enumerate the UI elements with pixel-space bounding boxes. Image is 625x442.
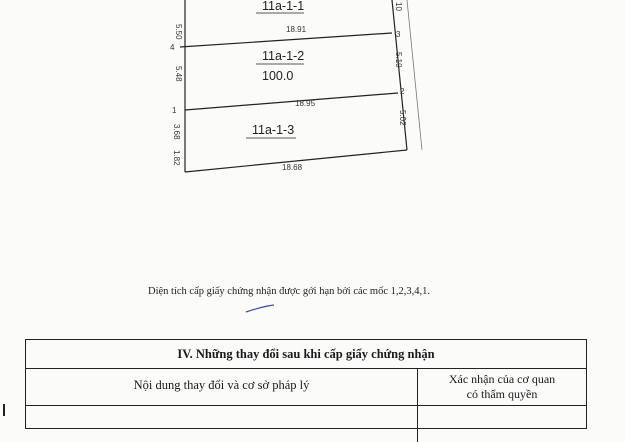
dim-edge-1-2: 18.95	[295, 99, 316, 108]
changes-section-table	[25, 339, 587, 429]
marker-3: 3	[396, 30, 401, 39]
dim-right-lower: 5.02	[398, 110, 407, 126]
lot-area-11a-1-2: 100.0	[262, 69, 294, 83]
confirmation-line-1: Xác nhận của cơ quan	[448, 372, 556, 386]
column-header-confirmation	[418, 369, 586, 405]
edge-1-2	[185, 93, 398, 110]
dim-edge-4-3: 18.91	[286, 25, 307, 34]
lot-id-11a-1-2: 11a-1-2	[262, 49, 305, 63]
right-boundary-line	[392, 0, 407, 150]
dim-right-3-2: 5.10	[394, 52, 403, 68]
pen-stroke-mark	[246, 305, 274, 312]
dim-bottom-edge: 18.68	[282, 163, 303, 172]
confirmation-line-2: có thẩm quyền	[466, 387, 538, 401]
edge-4-3	[180, 33, 392, 47]
marker-2: 2	[400, 87, 405, 96]
area-caption: Diện tích cấp giấy chứng nhận được gới hạn bởi các mốc 1,2,3,4,1.	[148, 286, 431, 297]
section-title: IV. Những thay đổi sau khi cấp giấy chứng nhận	[26, 340, 586, 369]
page-edge-mark	[3, 404, 5, 416]
dim-left-4-1: 5.48	[174, 66, 183, 82]
dim-top-left-side: 5.50	[174, 24, 183, 40]
dim-top-right-side: 10	[394, 2, 403, 11]
lot-id-11a-1-1: 11a-1-1	[262, 0, 305, 13]
outer-road-line	[407, 0, 422, 150]
header-row	[26, 369, 586, 406]
marker-1: 1	[172, 106, 177, 115]
column-header-content: Nội dung thay đổi và cơ sở pháp lý	[26, 369, 418, 405]
dim-left-lower-a: 3.68	[172, 124, 181, 140]
table-cell	[26, 406, 418, 442]
marker-4: 4	[170, 43, 175, 52]
table-row	[26, 406, 586, 442]
lot-id-11a-1-3: 11a-1-3	[252, 123, 295, 137]
table-cell	[418, 406, 586, 442]
dim-left-lower-b: 1.82	[172, 150, 181, 166]
